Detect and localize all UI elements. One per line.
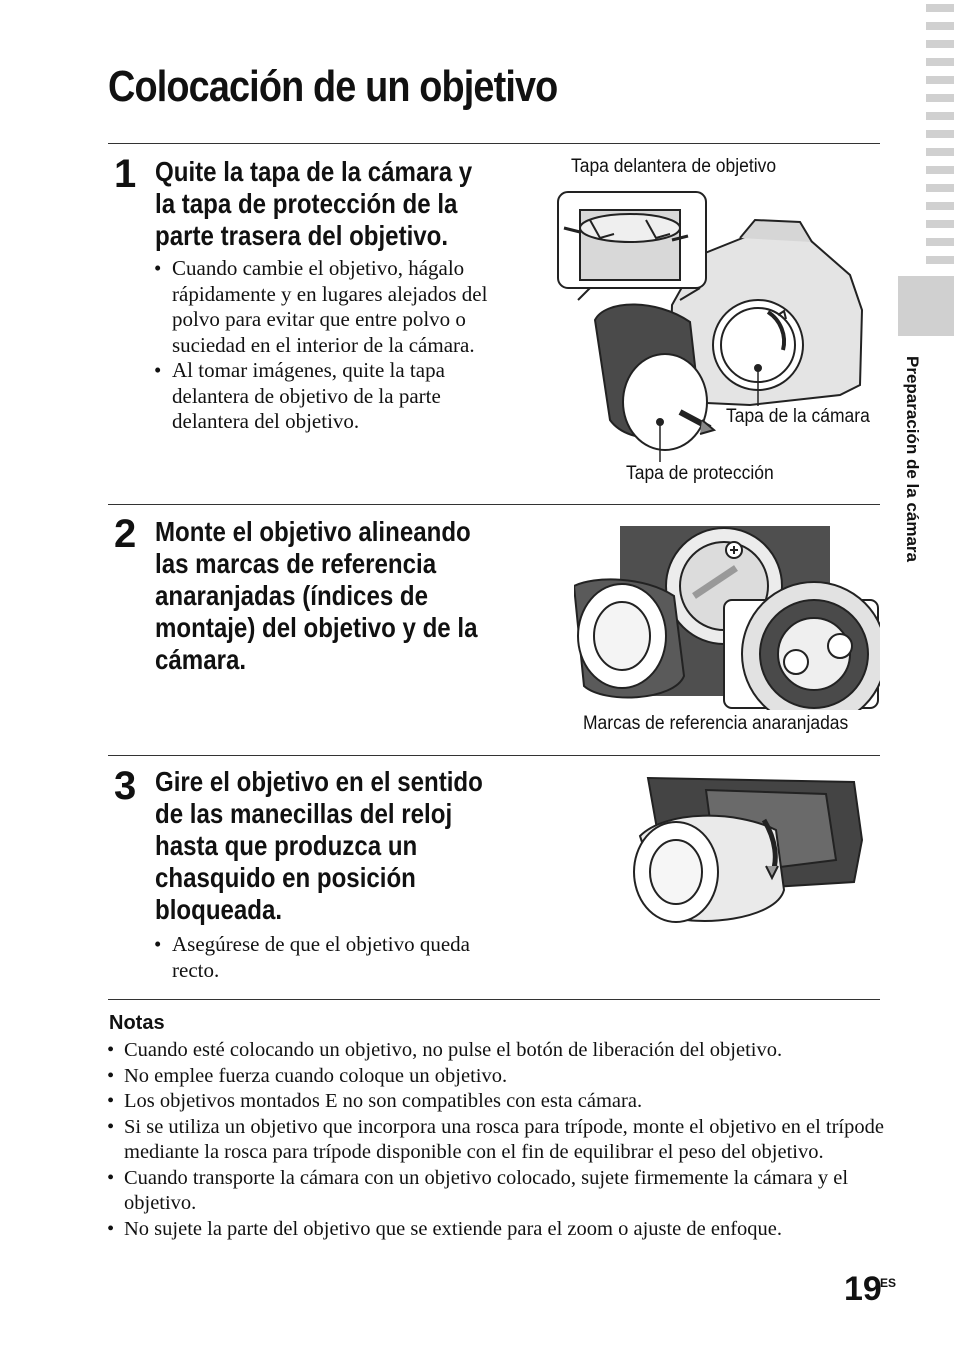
note-item: • Si se utiliza un objetivo que incorpora una rosca para trípode, monte el objetivo en el trípode mediante la rosca para trípode disponible con el fin de equilibrar el peso del objetivo.	[107, 1115, 885, 1166]
rotate-lens-illustration	[626, 770, 866, 930]
divider	[108, 504, 880, 505]
step-number: 1	[114, 152, 137, 196]
note-item: • No sujete la parte del objetivo que se extiende para el zoom o ajuste de enfoque.	[107, 1217, 885, 1243]
step-bullets	[154, 932, 534, 983]
bullet-item: • Asegúrese de que el objetivo queda recto.	[154, 932, 534, 983]
step-heading: Gire el objetivo en el sentido de las manecillas del reloj hasta que produzca un chasquido en posición bloqueada.	[155, 766, 483, 925]
divider	[108, 143, 880, 144]
note-item: • Cuando esté colocando un objetivo, no pulse el botón de liberación del objetivo.	[107, 1038, 885, 1064]
page-number-suffix: ES	[880, 1276, 897, 1290]
caption-front-cap: Tapa delantera de objetivo	[571, 156, 777, 177]
notes-title: Notas	[109, 1012, 165, 1034]
step-number: 2	[114, 512, 137, 556]
step-number: 3	[114, 764, 137, 808]
note-item: • Cuando transporte la cámara con un objetivo colocado, sujete firmemente la cámara y el objetivo.	[107, 1166, 885, 1217]
step-bullets	[154, 256, 534, 435]
divider	[108, 999, 880, 1000]
notes-list	[107, 1038, 885, 1242]
bullet-item: • Al tomar imágenes, quite la tapa delantera de objetivo de la parte delantera del objetivo.	[154, 358, 534, 435]
remove-caps-illustration	[550, 180, 880, 462]
step-heading: Monte el objetivo alineando las marcas de referencia anaranjadas (índices de montaje) del objetivo y de la cámara.	[155, 516, 478, 675]
note-item: • No emplee fuerza cuando coloque un objetivo.	[107, 1064, 885, 1090]
page-number: 19	[844, 1270, 882, 1308]
section-tab-marker	[898, 276, 954, 336]
page-title: Colocación de un objetivo	[108, 62, 558, 111]
caption-body-cap: Tapa de la cámara	[726, 406, 870, 427]
bullet-item: • Cuando cambie el objetivo, hágalo rápidamente y en lugares alejados del polvo para evitar que entre polvo o suciedad en el interior de la cámara.	[154, 256, 534, 358]
caption-rear-cap: Tapa de protección	[626, 463, 774, 484]
mount-alignment-illustration	[574, 526, 880, 710]
caption-reference-marks: Marcas de referencia anaranjadas	[583, 713, 849, 734]
divider	[108, 755, 880, 756]
section-label: Preparación de la cámara	[903, 356, 922, 563]
note-item: • Los objetivos montados E no son compatibles con esta cámara.	[107, 1089, 885, 1115]
step-heading: Quite la tapa de la cámara y la tapa de protección de la parte trasera del objetivo.	[155, 156, 473, 251]
